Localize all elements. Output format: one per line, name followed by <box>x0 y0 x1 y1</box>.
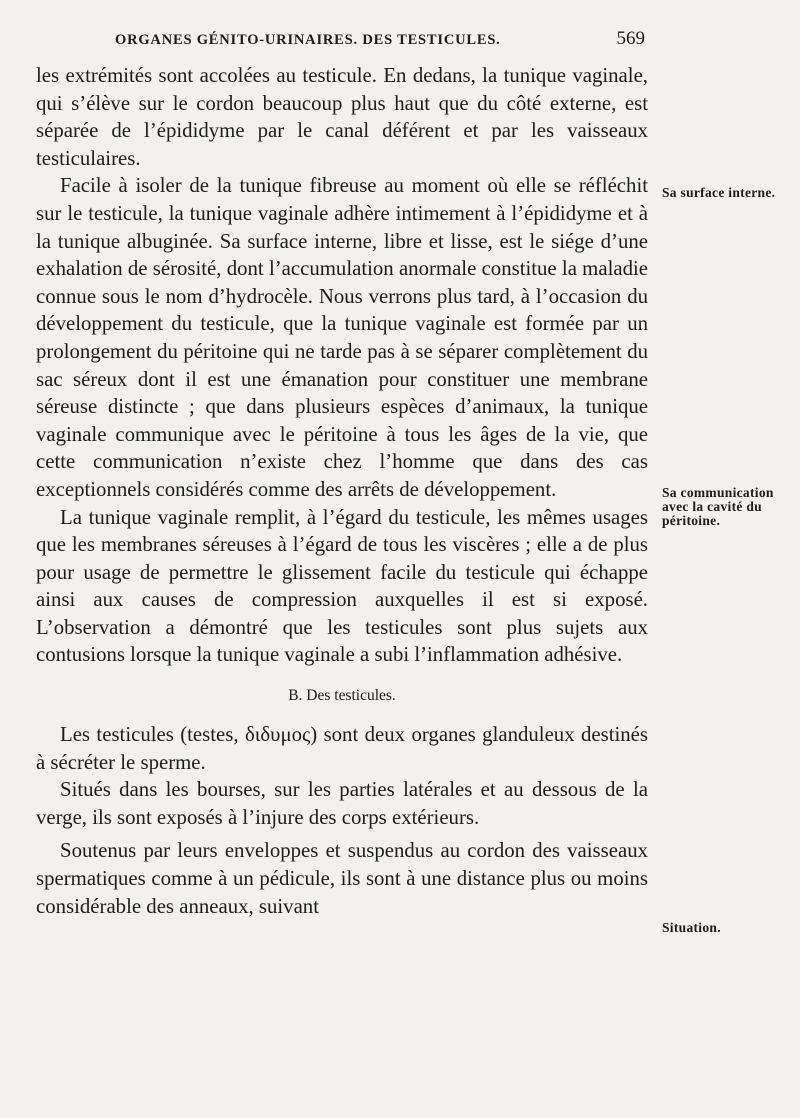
margin-note: Sa communication avec la cavité du péritoine. <box>662 485 774 528</box>
paragraph: Facile à isoler de la tunique fibreuse au moment où elle se réfléchit sur le testicule, la tunique vaginale adhère intimement à l’épididyme et à la tunique albuginée. Sa surface interne, libre et lisse, est le siége d’une exhalation de sérosité, dont l’accumulation anormale constitue la maladie connue sous le nom d’hydrocèle. Nous verrons plus tard, à l’occasion du développement du testicule, que la tunique vaginale est formée par un prolongement du péritoine qui ne tarde pas à se séparer complètement du sac séreux dont il est une émanation pour constituer une membrane séreuse distincte ; que dans plusieurs espèces d’animaux, la tunique vaginale communique avec le péritoine à tous les âges de la vie, que cette communication n’existe chez l’homme que dans des cas exceptionnels considérés comme des arrêts de développement. <box>36 174 648 501</box>
section-heading: B. Des testicules. <box>288 687 396 705</box>
paragraph-continuation: les extrémités sont accolées au testicule. En dedans, la tunique vaginale, qui s’élève sur le cordon beaucoup plus haut que du côté externe, est séparée de l’épididyme par le canal déférent et par les vaisseaux testiculaires. <box>36 64 648 170</box>
paragraph: La tunique vaginale remplit, à l’égard du testicule, les mêmes usages que les membranes séreuses à l’égard de tous les viscères ; elle a de plus pour usage de permettre le glissement facile du testicule qui échappe ainsi aux causes de compression auxquelles il est si exposé. L’observation a démontré que les testicules sont plus sujets aux contusions lorsque la tunique vaginale a subi l’inflammation adhésive. <box>36 505 648 667</box>
paragraph: Les testicules (testes, διδυμος) sont deux organes glanduleux destinés à sécréter le sperme. <box>36 723 648 774</box>
body-text <box>36 62 648 920</box>
paragraph: Situés dans les bourses, sur les parties latérales et au dessous de la verge, ils sont exposés à l’injure des corps extérieurs. <box>36 778 648 829</box>
margin-note: Situation. <box>662 920 721 935</box>
page-number: 569 <box>616 28 645 49</box>
margin-note: Sa surface interne. <box>662 185 776 200</box>
paragraph: Soutenus par leurs enveloppes et suspendus au cordon des vaisseaux spermatiques comme à un pédicule, ils sont à une distance plus ou moins considérable des anneaux, suivant <box>36 839 648 918</box>
running-title: ORGANES GÉNITO-URINAIRES. DES TESTICULES. <box>115 32 501 48</box>
